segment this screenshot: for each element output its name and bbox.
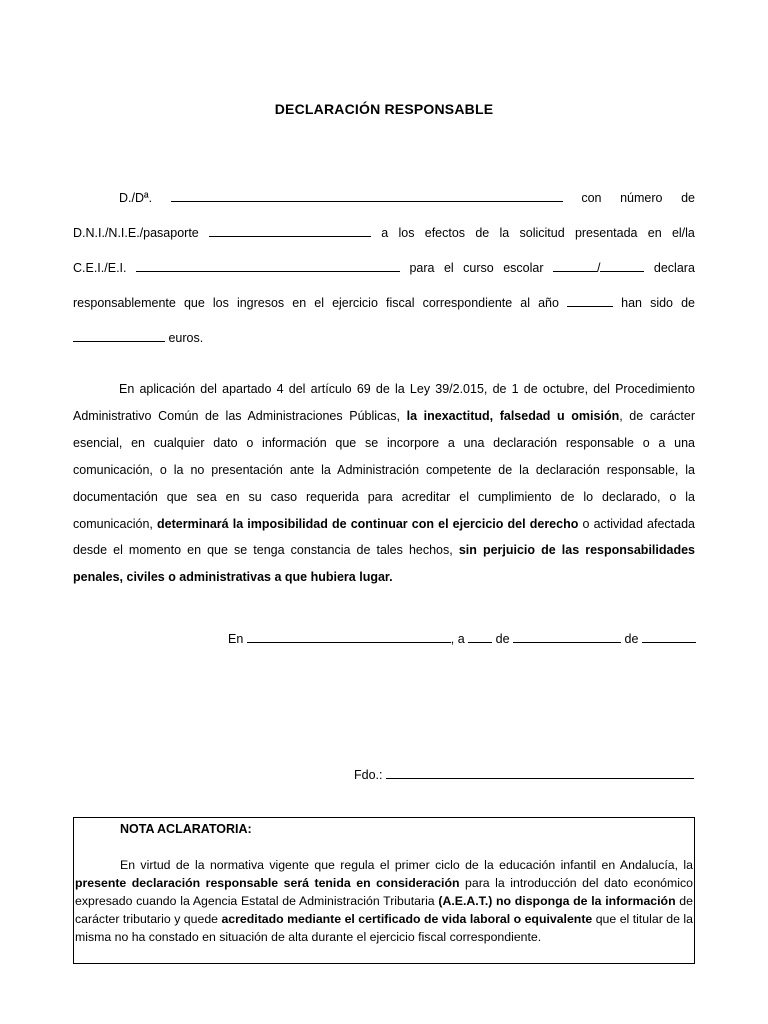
signature-line [354, 765, 694, 785]
school-year: / [553, 258, 644, 278]
year-blank[interactable] [642, 629, 696, 643]
id-line: D.N.I./N.I.E./pasaporte a los efectos de la solicitud presentada en el/la [73, 223, 695, 243]
bold-inexactitud: la inexactitud, falsedad u omisión [406, 408, 620, 423]
id-number-blank[interactable] [209, 223, 371, 237]
place-date-line: En , a de de [228, 629, 696, 649]
id-prefix: D.N.I./N.I.E./pasaporte [73, 226, 199, 240]
amount-blank[interactable] [73, 328, 165, 342]
year-end-blank[interactable] [600, 258, 644, 272]
fiscal-year-blank[interactable] [567, 293, 613, 307]
bold-responsabilidades: sin perjuicio de las responsabilidades penales, civiles o administrativas a que hubiera lugar. [73, 543, 695, 585]
signature-blank[interactable] [386, 765, 694, 779]
name-blank[interactable] [171, 188, 563, 202]
bold-imposibilidad: determinará la imposibilidad de continuar con el ejercicio del derecho [157, 516, 579, 531]
place-blank[interactable] [247, 629, 451, 643]
school-blank[interactable] [136, 258, 400, 272]
year-start-blank[interactable] [553, 258, 597, 272]
school-line: C.E.I./E.I. para el curso escolar / declara [73, 258, 695, 278]
amount-line [73, 328, 203, 348]
page-title: DECLARACIÓN RESPONSABLE [274, 101, 494, 117]
declarant-prefix: D./Dª. [119, 191, 153, 205]
note-title: NOTA ACLARATORIA: [120, 822, 252, 836]
declarant-line: D./Dª. con número de [73, 188, 695, 208]
euros-label: euros. [168, 331, 204, 345]
income-line: responsablemente que los ingresos en el ejercicio fiscal correspondiente al año han sido de [73, 293, 695, 313]
legal-paragraph: En aplicación del apartado 4 del artículo 69 de la Ley 39/2.015, de 1 de octubre, del Procedimiento Administrativo Común de las Administraciones Públicas, la inexactitud, falsedad u omisión, de carácter esencial, en cualquier dato o información que se incorpore a una declaración responsable o a una comunicación, o la no presentación ante la Administración competente de la declaración responsable, la documentación que sea en su caso requerida para acreditar el cumplimiento de lo declarado, o la comunicación, determinará la imposibilidad de continuar con el ejercicio del derecho o actividad afectada desde el momento en que se tenga constancia de tales hechos, sin perjuicio de las responsabilidades penales, civiles o administrativas a que hubiera lugar. [73, 382, 695, 585]
school-prefix: C.E.I./E.I. [73, 261, 127, 275]
day-blank[interactable] [468, 629, 492, 643]
note-text: En virtud de la normativa vigente que regula el primer ciclo de la educación infantil en Andalucía, la presente declaración responsable será tenida en consideración para la introducción del dato económico expresado cuando la Agencia Estatal de Administración Tributaria (A.E.A.T.) no disponga de la información de carácter tributario y quede acreditado mediante el certificado de vida laboral o equivalente que el titular de la misma no ha constado en situación de alta durante el ejercicio fiscal correspondiente. [75, 858, 693, 944]
note-box [73, 817, 695, 964]
signature-label: Fdo.: [354, 768, 383, 782]
month-blank[interactable] [513, 629, 621, 643]
